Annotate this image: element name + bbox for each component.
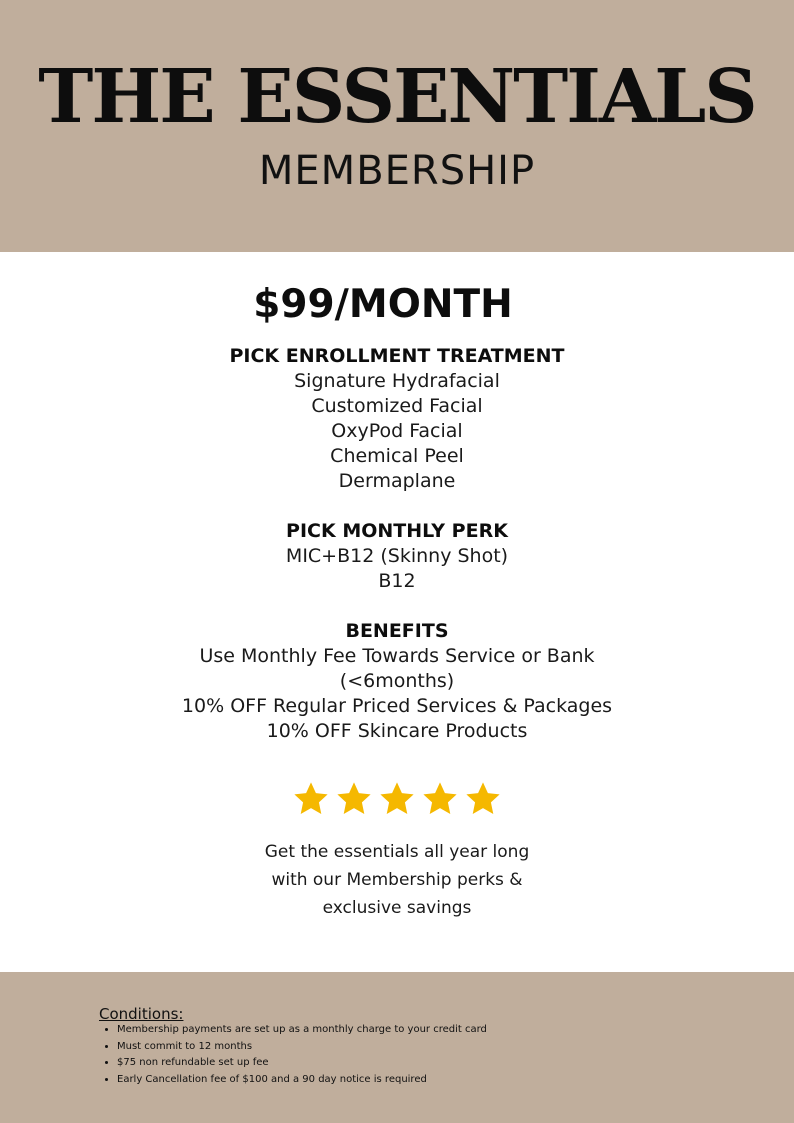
perk-heading: PICK MONTHLY PERK [286, 520, 508, 542]
price: $99/MONTH [253, 282, 513, 327]
star-icon [292, 780, 330, 818]
condition-item: • Membership payments are set up as a monthly charge to your credit card [117, 1022, 487, 1039]
enrollment-item: Dermaplane [338, 470, 456, 492]
perk-section [0, 519, 794, 594]
star-icon [464, 780, 502, 818]
conditions-title: Conditions: [99, 1005, 184, 1023]
perk-item: B12 [378, 570, 416, 592]
benefit-item: 10% OFF Regular Priced Services & Packages [181, 695, 613, 717]
enrollment-item: Signature Hydrafacial [294, 370, 500, 392]
benefit-item: Use Monthly Fee Towards Service or Bank [199, 645, 595, 667]
conditions-list [99, 1022, 487, 1089]
benefits-heading: BENEFITS [345, 620, 449, 642]
tagline-line: Get the essentials all year long [264, 842, 530, 862]
condition-item: • Must commit to 12 months [117, 1039, 487, 1056]
benefit-item: 10% OFF Skincare Products [266, 720, 528, 742]
star-icon [378, 780, 416, 818]
page-title: THE ESSENTIALS [38, 54, 756, 140]
enrollment-item: OxyPod Facial [331, 420, 463, 442]
enrollment-heading: PICK ENROLLMENT TREATMENT [229, 345, 565, 367]
perk-item: MIC+B12 (Skinny Shot) [285, 545, 509, 567]
condition-item: • $75 non refundable set up fee [117, 1055, 487, 1072]
benefits-section [0, 619, 794, 744]
benefit-item: (<6months) [339, 670, 455, 692]
tagline [0, 838, 794, 922]
star-icon [335, 780, 373, 818]
tagline-line: exclusive savings [322, 898, 472, 918]
tagline-line: with our Membership perks & [271, 870, 523, 890]
enrollment-item: Customized Facial [311, 395, 483, 417]
page-subtitle: MEMBERSHIP [258, 148, 536, 194]
star-rating [292, 780, 502, 820]
enrollment-item: Chemical Peel [330, 445, 464, 467]
enrollment-section [0, 344, 794, 494]
condition-item: • Early Cancellation fee of $100 and a 90 day notice is required [117, 1072, 487, 1089]
star-icon [421, 780, 459, 818]
